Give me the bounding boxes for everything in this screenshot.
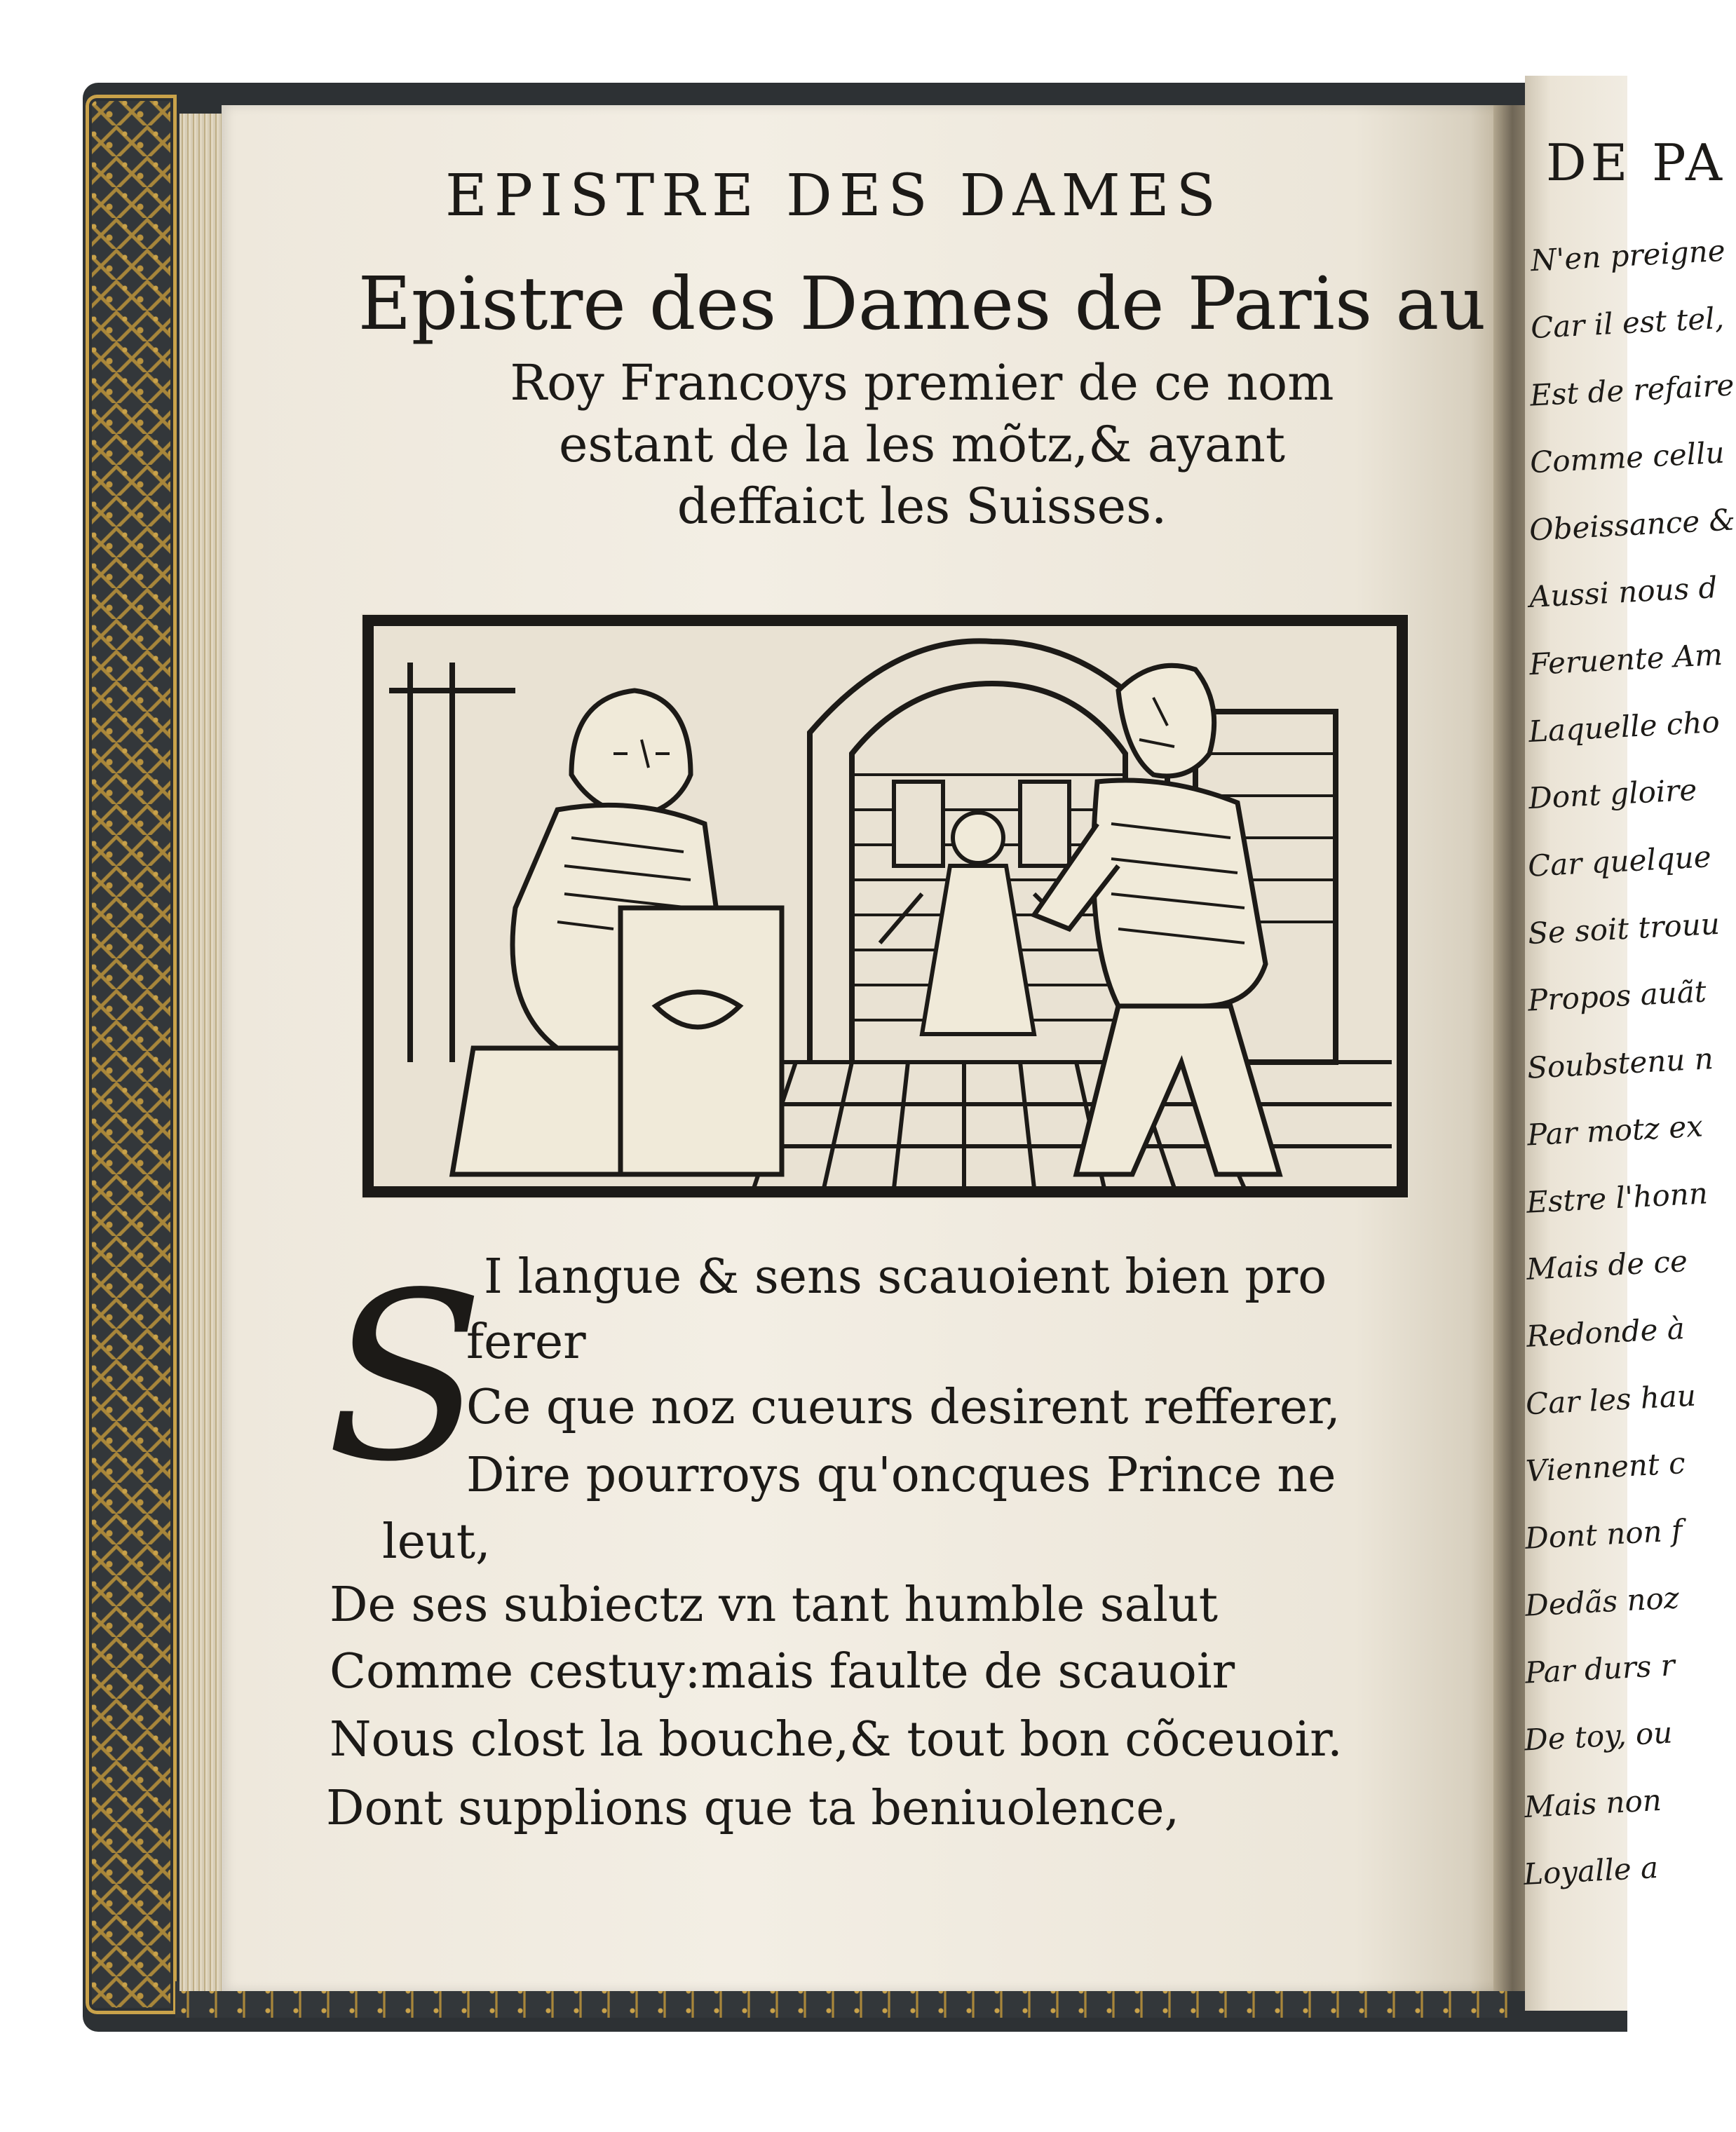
right-page-line: Aussi nous d xyxy=(1528,570,1718,614)
right-page-line: Propos auãt xyxy=(1526,974,1707,1018)
right-page-line: N'en preigne xyxy=(1529,233,1726,278)
verse-line-7: Comme cestuy:mais faulte de scauoir xyxy=(330,1644,1235,1699)
right-page-text xyxy=(1523,76,1736,2011)
right-page-line: Feruente Am xyxy=(1528,637,1723,682)
right-page-line: Car quelque xyxy=(1527,839,1713,883)
title-line-4: deffaict les Suisses. xyxy=(677,477,1167,535)
right-page-line: De toy, ou xyxy=(1524,1715,1674,1758)
title-line-2: Roy Francoys premier de ce nom xyxy=(510,354,1334,412)
right-page-line: Est de refaire xyxy=(1529,367,1735,413)
right-page-line: Dont gloire xyxy=(1527,772,1698,816)
right-page-line: Dont non f xyxy=(1524,1513,1684,1556)
right-page-line: Laquelle cho xyxy=(1528,704,1721,749)
woodcut-illustration xyxy=(361,613,1409,1199)
right-page-line: Obeissance & xyxy=(1528,502,1736,548)
right-page-line: Estre l'honn xyxy=(1526,1176,1709,1220)
verse-line-1: I langue & sens scauoient bien pro xyxy=(484,1249,1327,1305)
right-page-line: Par durs r xyxy=(1524,1648,1676,1690)
title-line-3: estant de la les mõtz,& ayant xyxy=(558,416,1286,473)
verse-line-4: Dire pourroys qu'oncques Prince ne xyxy=(466,1448,1336,1503)
right-page-line: Par motz ex xyxy=(1526,1108,1704,1153)
right-page-line: Se soit trouu xyxy=(1526,906,1721,951)
right-page-line: Car les hau xyxy=(1525,1378,1697,1422)
right-page-line: Comme cellu xyxy=(1528,435,1725,480)
right-page-line: Car il est tel, xyxy=(1529,300,1725,346)
right-running-head: DE PA xyxy=(1546,133,1727,192)
title-line-1: Epistre des Dames de Paris au xyxy=(358,261,1486,346)
verse-line-9: Dont supplions que ta beniuolence, xyxy=(326,1781,1180,1836)
verse-line-2: ferer xyxy=(466,1315,586,1370)
verse-line-5: leut, xyxy=(382,1514,491,1570)
verse-line-8: Nous clost la bouche,& tout bon cõceuoir. xyxy=(330,1712,1343,1767)
right-page-line: Redonde à xyxy=(1525,1311,1686,1354)
right-page-line: Loyalle a xyxy=(1523,1850,1660,1892)
verse-line-3: Ce que noz cueurs desirent refferer, xyxy=(466,1380,1341,1435)
right-page-line: Dedãs noz xyxy=(1524,1580,1680,1623)
right-page-line: Soubstenu n xyxy=(1526,1041,1715,1085)
right-page-line: Mais de ce xyxy=(1525,1244,1688,1286)
page-edges xyxy=(179,114,222,1991)
verse-line-6: De ses subiectz vn tant humble salut xyxy=(330,1577,1219,1633)
drop-cap: S xyxy=(326,1243,485,1512)
right-page-line: Viennent c xyxy=(1524,1446,1686,1488)
right-page-line: Mais non xyxy=(1523,1782,1662,1825)
running-head: EPISTRE DES DAMES xyxy=(445,163,1223,229)
gilt-tooled-border xyxy=(86,95,177,2014)
